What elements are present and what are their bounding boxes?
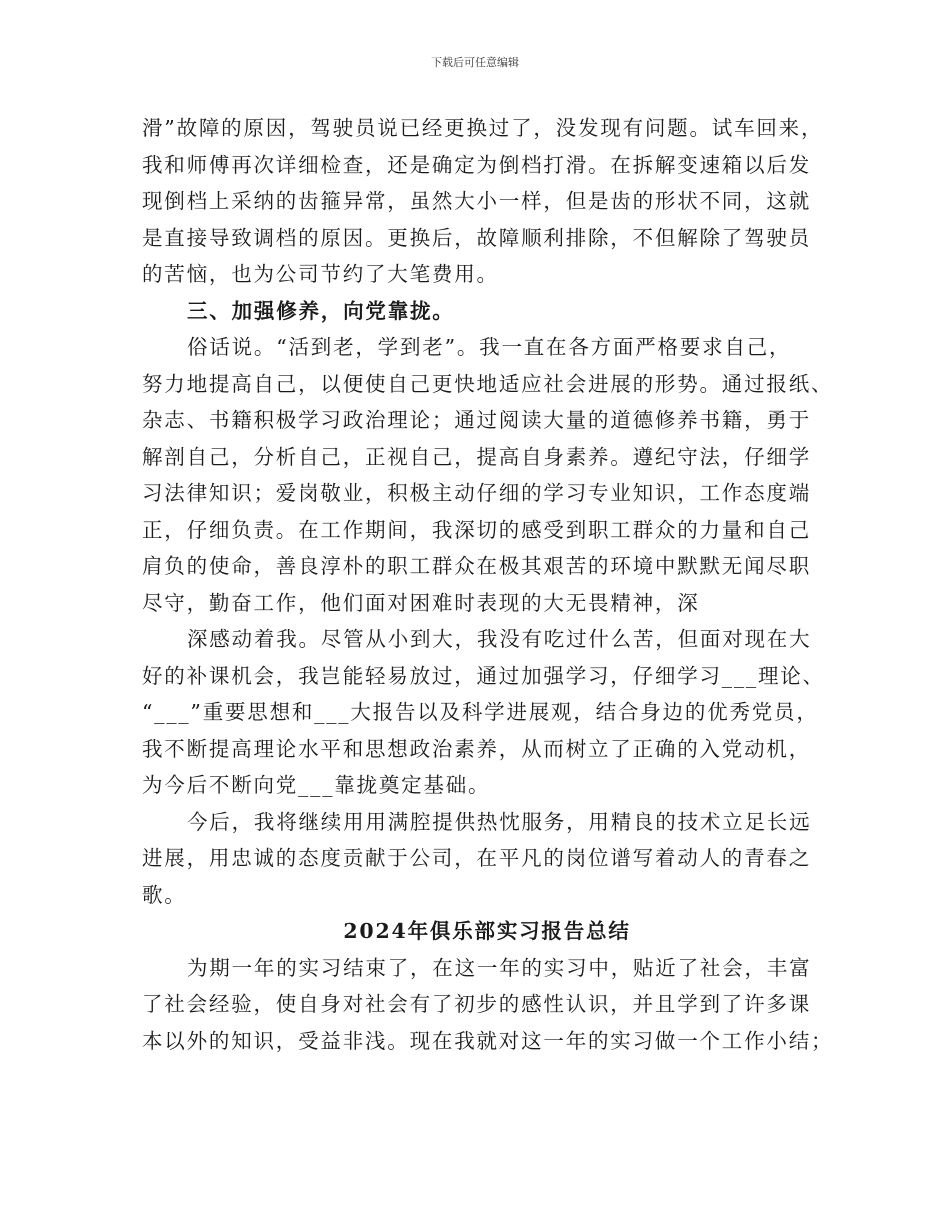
paragraph-line: 尽守，勤奋工作，他们面对困难时表现的大无畏精神，深 (142, 590, 700, 615)
paragraph-line: 正，仔细负责。在工作期间，我深切的感受到职工群众的力量和自己 (142, 517, 811, 542)
paragraph-line: 我和师傅再次详细检查，还是确定为倒档打滑。在拆解变速箱以后发 (142, 152, 811, 177)
paragraph-line: “___”重要思想和___大报告以及科学进展观，结合身边的优秀党员， (142, 700, 819, 724)
paragraph-line: 本以外的知识，受益非浅。现在我就对这一年的实习做一个工作小结； (142, 1028, 834, 1053)
paragraph-line: 努力地提高自己，以便使自己更快地适应社会进展的形势。通过报纸、 (142, 371, 834, 396)
paragraph-line: 了社会经验，使自身对社会有了初步的感性认识，并且学到了许多课 (142, 992, 811, 1016)
paragraph-line: 我不断提高理论水平和思想政治素养，从而树立了正确的入党动机， (142, 736, 811, 761)
paragraph-line: 习法律知识；爱岗敬业，积极主动仔细的学习专业知识，工作态度端 (142, 481, 811, 505)
document-body (142, 110, 832, 1059)
paragraph-line: 现倒档上采纳的齿箍异常，虽然大小一样，但是齿的形状不同，这就 (142, 189, 811, 213)
page-header: 下载后可任意编辑 (431, 56, 519, 69)
paragraph-line: 俗话说。“活到老，学到老”。我一直在各方面严格要求自己， (187, 335, 792, 359)
paragraph-line: 进展，用忠诚的态度贡献于公司，在平凡的岗位谱写着动人的青春之 (142, 846, 811, 870)
paragraph-line: 好的补课机会，我岂能轻易放过，通过加强学习，仔细学习___理论、 (142, 663, 825, 688)
paragraph-line: 歌。 (142, 882, 187, 907)
document-title: 2024年俱乐部实习报告总结 (343, 919, 631, 943)
paragraph-line: 解剖自己，分析自己，正视自己，提高自身素养。遵纪守法，仔细学 (142, 444, 811, 469)
paragraph-line: 的苦恼，也为公司节约了大笔费用。 (142, 262, 499, 286)
paragraph-line: 今后，我将继续用用满腔提供热忱服务，用精良的技术立足长远 (187, 809, 812, 834)
paragraph-line: 滑”故障的原因，驾驶员说已经更换过了，没发现有问题。试车回来， (142, 116, 824, 140)
section-heading: 三、加强修养，向党靠拢。 (187, 298, 455, 323)
paragraph-line: 是直接导致调档的原因。更换后，故障顺利排除，不但解除了驾驶员 (142, 225, 811, 250)
paragraph-line: 深感动着我。尽管从小到大，我没有吃过什么苦，但面对现在大 (187, 627, 812, 651)
paragraph-line: 为今后不断向党___靠拢奠定基础。 (142, 773, 491, 797)
paragraph-line: 肩负的使命，善良淳朴的职工群众在极其艰苦的环境中默默无闻尽职 (142, 554, 811, 578)
paragraph-line: 为期一年的实习结束了，在这一年的实习中，贴近了社会，丰富 (187, 955, 812, 980)
paragraph-line: 杂志、书籍积极学习政治理论；通过阅读大量的道德修养书籍，勇于 (142, 408, 811, 432)
